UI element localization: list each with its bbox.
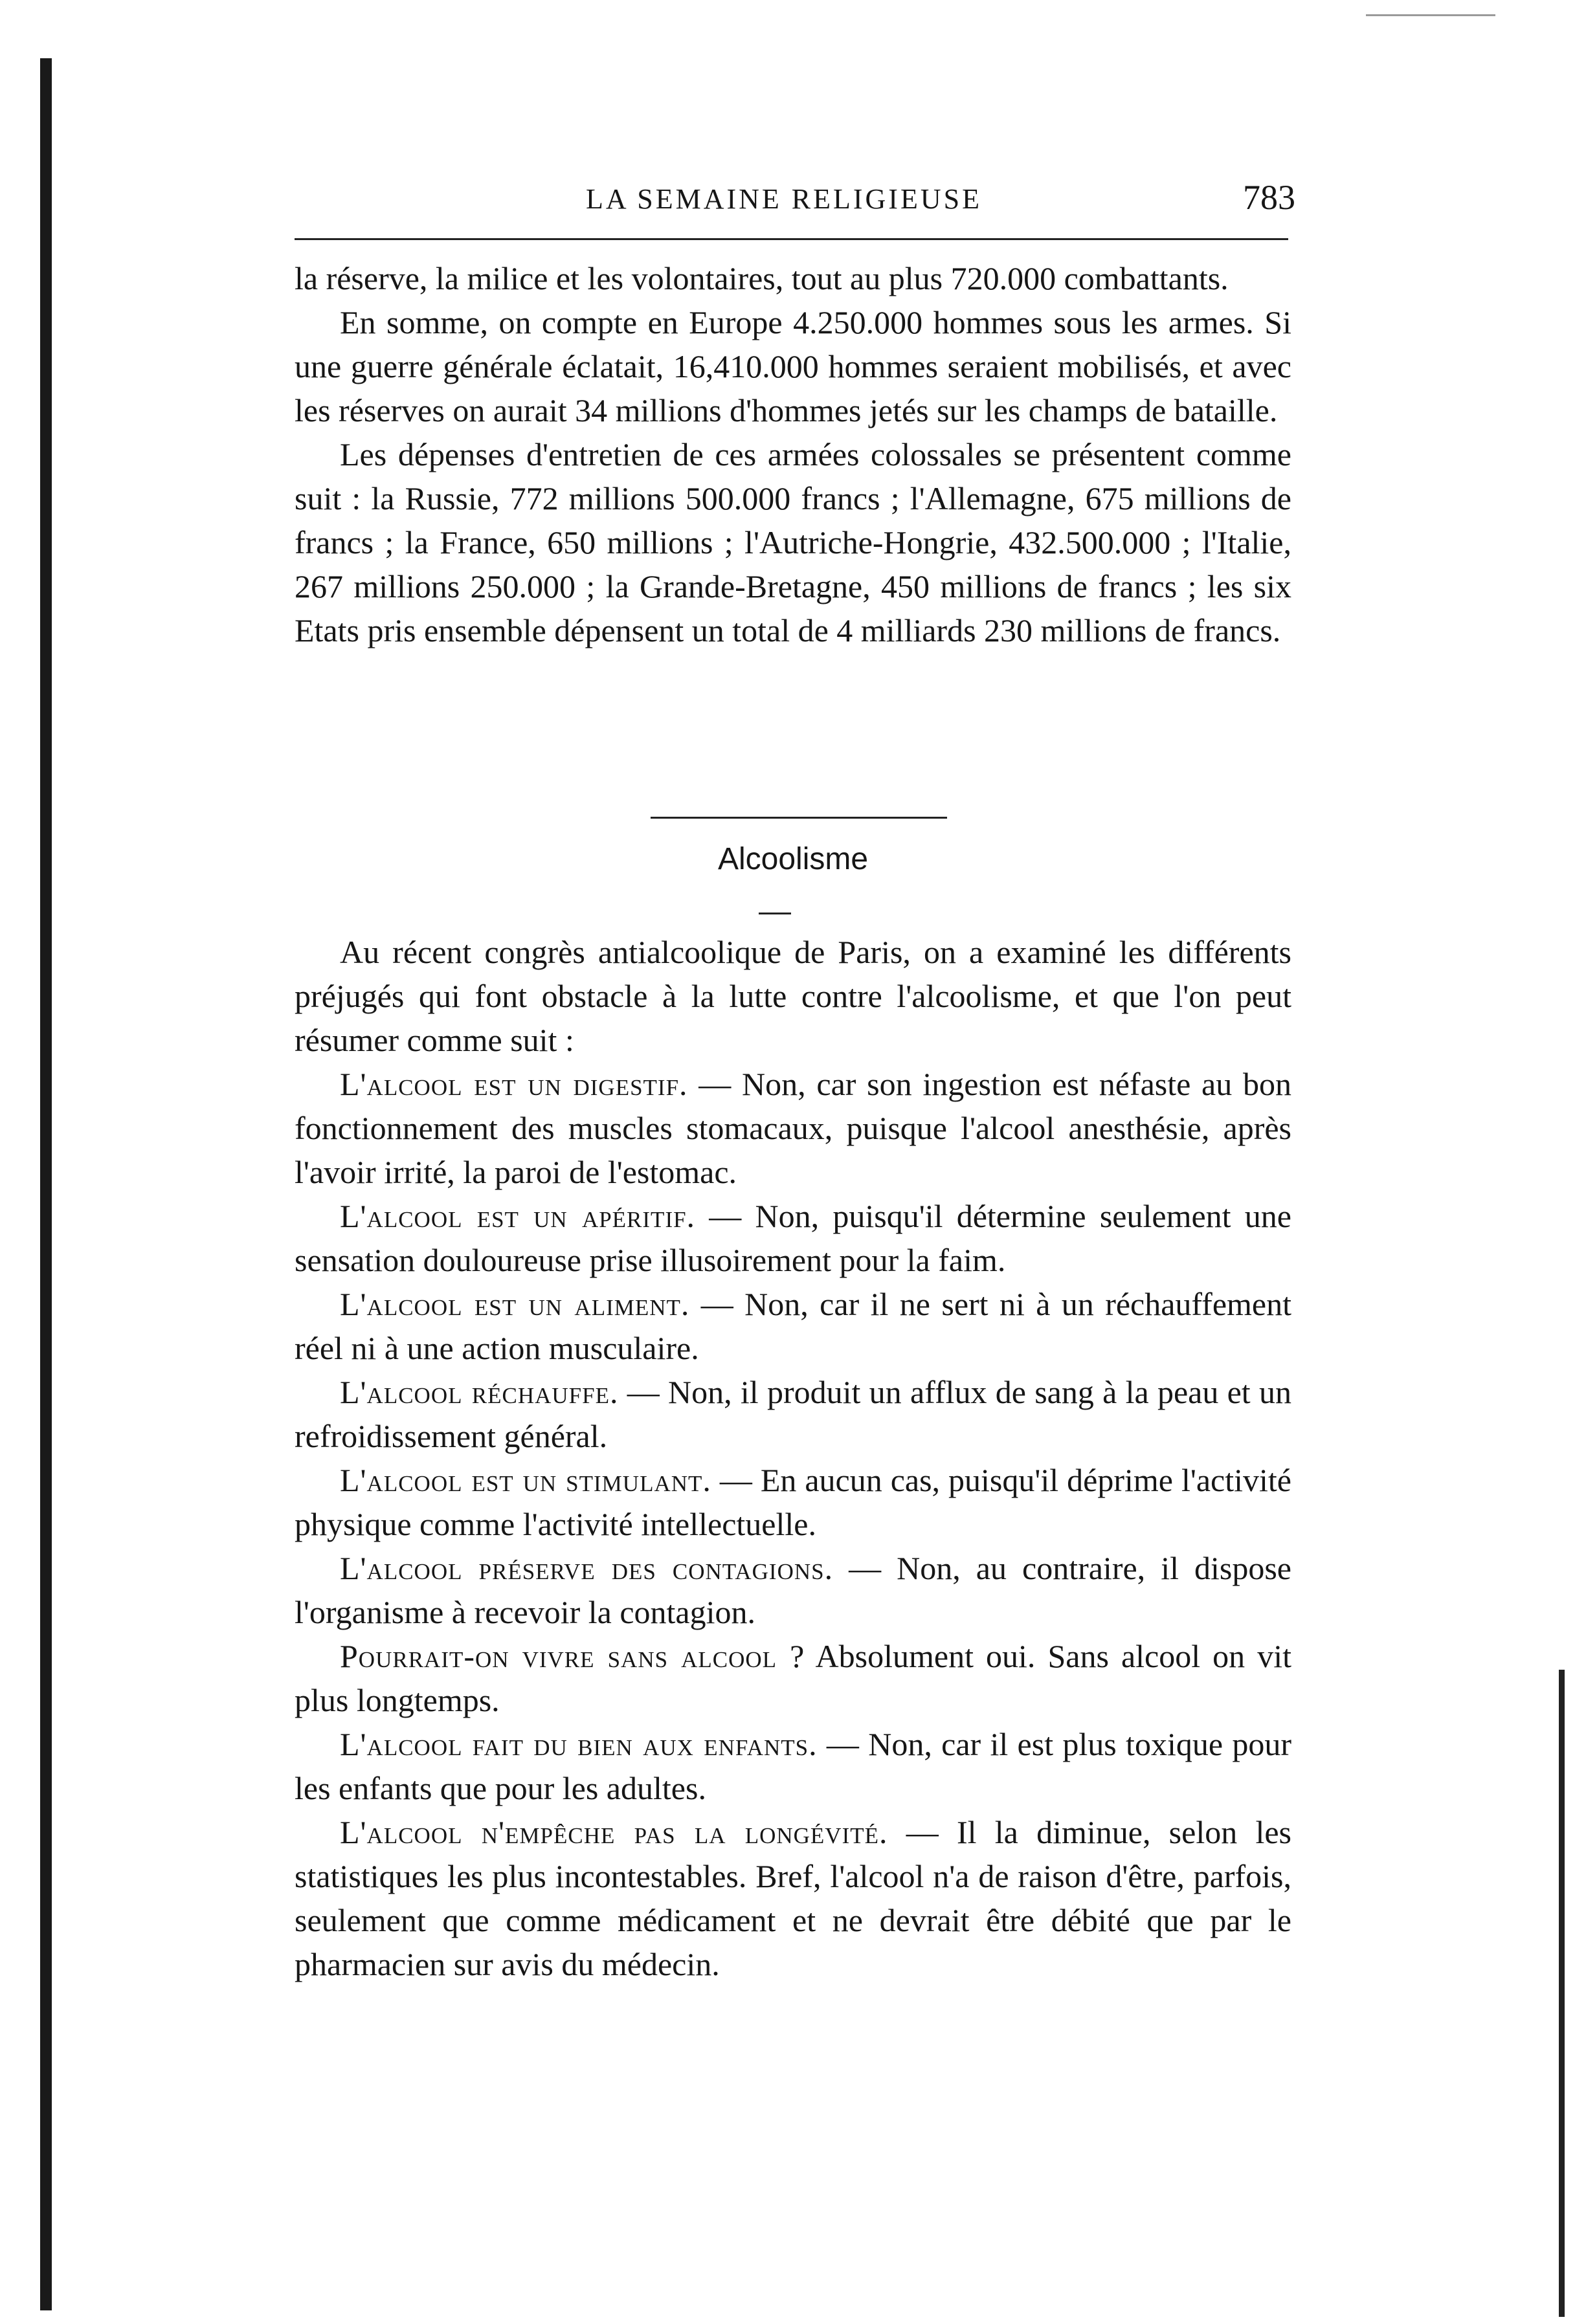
item-lead: L'alcool fait du bien aux enfants. [340,1726,818,1762]
page-number: 783 [1243,178,1295,217]
item-text: Absolument oui. Sans alcool on vit plus longtemps. [295,1638,1291,1718]
paragraph: Les dépenses d'entretien de ces armées colossales se présentent comme suit : la Russie, 772 millions 500.000 francs ; l'Allemagne, 675 millions de francs ; la France, 650 millions ; l'Autriche-Hongrie, 432.500.000 ; l'Italie, 267 millions 250.000 ; la Grande-Bretagne, 450 millions de francs ; les six Etats pris ensemble dépensent un total de 4 milliards 230 millions de francs. [295,436,1291,648]
list-item [295,1634,1291,1722]
page-edge-shadow [1559,1670,1565,2317]
item-lead: L'alcool réchauffe. [340,1374,619,1410]
item-text: — Non, puisqu'il détermine seulement une sensation douloureuse prise illusoirement pour la faim. [295,1198,1291,1278]
section-title: Alcoolisme [717,842,869,876]
item-text: — Non, car il est plus toxique pour les enfants que pour les adultes. [295,1726,1291,1806]
scan-mark [1366,14,1495,16]
item-text: — Non, car son ingestion est néfaste au bon fonctionnement des muscles stomacaux, puisque l'alcool anesthésie, après l'avoir irrité, la paroi de l'estomac. [295,1066,1291,1190]
item-lead: L'alcool est un digestif. [340,1066,688,1102]
list-item [295,1194,1291,1282]
item-lead: L'alcool est un aliment. [340,1286,690,1322]
paragraph: la réserve, la milice et les volontaires, tout au plus 720.000 combattants. [295,260,1229,296]
list-item [295,1810,1291,1986]
item-text: — Non, car il ne sert ni à un réchauffement réel ni à une action musculaire. [295,1286,1291,1366]
list-item [295,1546,1291,1634]
list-item [295,1282,1291,1370]
section-divider [651,817,947,819]
list-item [295,1062,1291,1194]
list-item [295,1458,1291,1546]
item-lead: L'alcool préserve des contagions. [340,1550,834,1586]
item-lead: Pourrait-on vivre sans alcool ? [340,1638,805,1674]
list-item [295,1722,1291,1810]
paragraph: En somme, on compte en Europe 4.250.000 hommes sous les armes. Si une guerre générale éclatait, 16,410.000 hommes seraient mobilisés, et avec les réserves on aurait 34 millions d'hommes jetés sur les champs de bataille. [295,304,1291,428]
intro-paragraph: Au récent congrès antialcoolique de Paris, on a examiné les différents préjugés qui font obstacle à la lutte contre l'alcoolisme, et que l'on peut résumer comme suit : [295,934,1291,1058]
item-text: — Non, au contraire, il dispose l'organisme à recevoir la contagion. [295,1550,1292,1630]
top-text [295,256,1291,652]
item-lead: L'alcool est un stimulant. [340,1462,711,1498]
title-dash [759,913,791,914]
section-text [295,930,1291,1986]
binding-edge [40,58,52,2310]
item-lead: L'alcool n'empêche pas la longévité. [340,1814,888,1850]
running-title: LA SEMAINE RELIGIEUSE [586,183,982,215]
item-text: — Non, il produit un afflux de sang à la peau et un refroidissement général. [295,1374,1291,1454]
header-rule [295,238,1288,240]
item-text: — Il la diminue, selon les statistiques les plus incontestables. Bref, l'alcool n'a de raison d'être, parfois, seulement que comme médicament et ne devrait être débité que par le pharmacien sur avis du médecin. [295,1814,1292,1982]
item-text: — En aucun cas, puisqu'il déprime l'activité physique comme l'activité intellectuelle. [295,1462,1291,1542]
item-lead: L'alcool est un apéritif. [340,1198,696,1234]
list-item [295,1370,1291,1458]
